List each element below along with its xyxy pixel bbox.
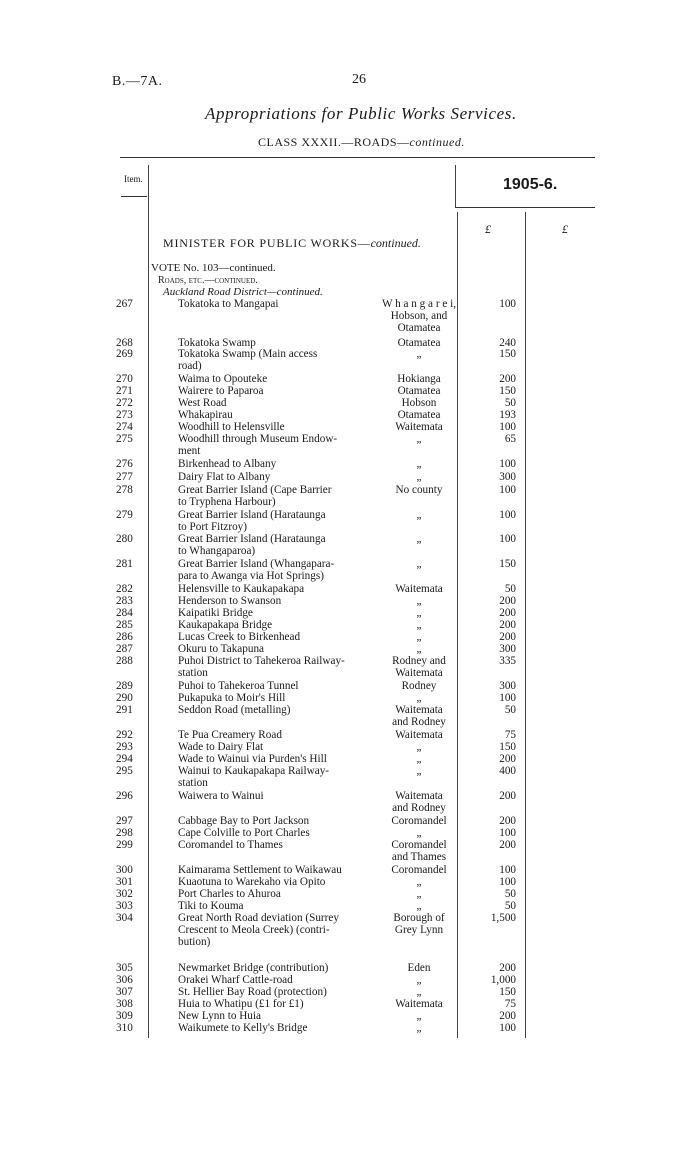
- item-number: 292: [116, 729, 133, 741]
- item-number: 281: [116, 558, 133, 570]
- item-description: Coromandel to Thames: [178, 839, 283, 851]
- item-amount: 100: [499, 692, 516, 704]
- item-description: Woodhill through Museum Endow- ment: [178, 433, 338, 457]
- item-description: Waima to Opouteke: [178, 373, 268, 385]
- item-amount: 200: [499, 790, 516, 802]
- item-number: 273: [116, 409, 133, 421]
- item-county: „: [416, 876, 422, 888]
- year-header: 1905-6.: [503, 176, 558, 193]
- item-county: Eden: [407, 962, 431, 974]
- item-number: 276: [116, 458, 133, 470]
- item-number: 289: [116, 680, 133, 692]
- class-heading-continued: continued.: [409, 135, 465, 149]
- item-county: „: [416, 619, 422, 631]
- item-amount: 50: [504, 583, 516, 595]
- item-description: Wainui to Kaukapakapa Railway- station: [178, 765, 330, 789]
- total-column-rule: [525, 212, 526, 1038]
- item-county: „: [416, 900, 422, 912]
- item-amount: 150: [499, 558, 516, 570]
- item-amount: 1,000: [490, 974, 516, 986]
- item-number: 282: [116, 583, 133, 595]
- item-description: Puhoi District to Tahekeroa Railway- station: [178, 655, 345, 679]
- class-heading-main: CLASS XXXII.—ROADS—: [258, 135, 410, 149]
- item-amount: 200: [499, 619, 516, 631]
- item-county: No county: [395, 484, 443, 496]
- item-description: Okuru to Takapuna: [178, 643, 265, 655]
- item-description: Great Barrier Island (Harataunga to Port Fitzroy): [178, 509, 326, 533]
- item-number: 294: [116, 753, 133, 765]
- item-amount: 65: [504, 433, 516, 445]
- item-amount: 200: [499, 595, 516, 607]
- item-number: 283: [116, 595, 133, 607]
- item-description: Great Barrier Island (Whangapara- para to Awanga via Hot Springs): [178, 558, 335, 582]
- item-description: Huia to Whatipu (£1 for £1): [178, 998, 304, 1010]
- item-county: „: [416, 1010, 422, 1022]
- item-county: Coromandel: [391, 864, 447, 876]
- item-number: 267: [116, 298, 133, 310]
- item-number: 290: [116, 692, 133, 704]
- item-county: „: [416, 509, 422, 521]
- vote-heading: VOTE No. 103—continued.: [151, 262, 276, 274]
- item-county: „: [416, 692, 422, 704]
- item-description: Seddon Road (metalling): [178, 704, 291, 716]
- item-amount: 150: [499, 986, 516, 998]
- item-number: 306: [116, 974, 133, 986]
- item-county: „: [416, 558, 422, 570]
- item-county: Waitemata: [395, 998, 443, 1010]
- item-county: „: [416, 348, 422, 360]
- page-title: Appropriations for Public Works Services.: [205, 104, 517, 123]
- page-number: 26: [352, 72, 366, 87]
- item-number: 269: [116, 348, 133, 360]
- item-county: „: [416, 765, 422, 777]
- item-amount: 200: [499, 373, 516, 385]
- item-amount: 200: [499, 815, 516, 827]
- item-amount: 75: [504, 998, 516, 1010]
- item-amount: 100: [499, 484, 516, 496]
- item-amount: 200: [499, 1010, 516, 1022]
- item-amount: 100: [499, 864, 516, 876]
- item-description: Te Pua Creamery Road: [178, 729, 282, 741]
- item-county: Otamatea: [397, 385, 441, 397]
- item-amount: 100: [499, 1022, 516, 1034]
- item-description: Tokatoka to Mangapai: [178, 298, 279, 310]
- minister-heading-continued: continued.: [370, 236, 421, 250]
- item-county: Waitemata and Rodney: [392, 704, 446, 728]
- item-description: Tiki to Kouma: [178, 900, 244, 912]
- item-description: Pukapuka to Moir's Hill: [178, 692, 286, 704]
- item-county: „: [416, 607, 422, 619]
- item-county: „: [416, 888, 422, 900]
- item-amount: 100: [499, 509, 516, 521]
- item-number: 310: [116, 1022, 133, 1034]
- item-county: „: [416, 433, 422, 445]
- item-description: Wade to Dairy Flat: [178, 741, 264, 753]
- item-amount: 150: [499, 741, 516, 753]
- item-amount: 100: [499, 458, 516, 470]
- item-county: W h a n g a r e i, Hobson, and Otamatea: [381, 298, 457, 334]
- item-amount: 100: [499, 827, 516, 839]
- item-number: 308: [116, 998, 133, 1010]
- item-number: 285: [116, 619, 133, 631]
- item-number: 279: [116, 509, 133, 521]
- item-number: 309: [116, 1010, 133, 1022]
- class-heading: [258, 135, 465, 150]
- item-description: Wade to Wainui via Purden's Hill: [178, 753, 327, 765]
- item-county: Hobson: [401, 397, 437, 409]
- item-county: Borough of Grey Lynn: [393, 912, 445, 936]
- item-description: Puhoi to Tahekeroa Tunnel: [178, 680, 299, 692]
- minister-heading-main: MINISTER FOR PUBLIC WORKS—: [163, 236, 371, 250]
- item-description: Kaipatiki Bridge: [178, 607, 253, 619]
- item-number: 278: [116, 484, 133, 496]
- roads-heading: Roads, etc.—continued.: [158, 275, 258, 286]
- minister-heading: [163, 236, 421, 251]
- item-description: Birkenhead to Albany: [178, 458, 277, 470]
- item-description: Kuaotuna to Warekaho via Opito: [178, 876, 326, 888]
- item-description: Cape Colville to Port Charles: [178, 827, 310, 839]
- item-number: 296: [116, 790, 133, 802]
- item-amount: 1,500: [490, 912, 516, 924]
- item-county: Waitemata: [395, 421, 443, 433]
- item-county: Coromandel and Thames: [391, 839, 447, 863]
- item-amount: 300: [499, 680, 516, 692]
- item-description: Whakapirau: [178, 409, 233, 421]
- item-amount: 50: [504, 900, 516, 912]
- item-amount: 150: [499, 385, 516, 397]
- item-county: Rodney: [401, 680, 437, 692]
- item-description: Newmarket Bridge (contribution): [178, 962, 329, 974]
- item-county: „: [416, 974, 422, 986]
- item-number: 288: [116, 655, 133, 667]
- item-amount: 75: [504, 729, 516, 741]
- item-county: Waitemata: [395, 583, 443, 595]
- item-county: „: [416, 458, 422, 470]
- header-top-rule: [120, 157, 595, 158]
- item-number: 303: [116, 900, 133, 912]
- item-county: Waitemata and Rodney: [392, 790, 446, 814]
- item-county: „: [416, 753, 422, 765]
- item-amount: 100: [499, 421, 516, 433]
- item-county: „: [416, 827, 422, 839]
- document-reference: B.—7A.: [112, 74, 163, 89]
- item-county: „: [416, 471, 422, 483]
- item-description: Orakei Wharf Cattle-road: [178, 974, 293, 986]
- item-amount: 200: [499, 607, 516, 619]
- item-description: St. Hellier Bay Road (protection): [178, 986, 327, 998]
- item-number: 274: [116, 421, 133, 433]
- item-number: 275: [116, 433, 133, 445]
- item-amount: 200: [499, 753, 516, 765]
- item-amount: 400: [499, 765, 516, 777]
- item-county: Hokianga: [397, 373, 441, 385]
- item-county: Coromandel: [391, 815, 447, 827]
- item-amount: 100: [499, 876, 516, 888]
- item-description: Great Barrier Island (Harataunga to Whangaparoa): [178, 533, 326, 557]
- item-amount: 200: [499, 631, 516, 643]
- item-number: 284: [116, 607, 133, 619]
- item-description: Kaukapakapa Bridge: [178, 619, 273, 631]
- item-description: Helensville to Kaukapakapa: [178, 583, 305, 595]
- item-amount: 200: [499, 839, 516, 851]
- item-number: 297: [116, 815, 133, 827]
- item-underline: [121, 196, 147, 197]
- item-number: 287: [116, 643, 133, 655]
- item-county: Rodney and Waitemata: [392, 655, 446, 679]
- item-amount: 240: [499, 337, 516, 349]
- item-county: „: [416, 533, 422, 545]
- item-number: 305: [116, 962, 133, 974]
- item-number: 298: [116, 827, 133, 839]
- item-description: Tokatoka Swamp (Main access road): [178, 348, 318, 372]
- item-description: Lucas Creek to Birkenhead: [178, 631, 301, 643]
- item-number: 304: [116, 912, 133, 924]
- district-heading: Auckland Road District—continued.: [163, 286, 323, 298]
- item-amount: 300: [499, 643, 516, 655]
- item-amount: 193: [499, 409, 516, 421]
- item-description: Wairere to Paparoa: [178, 385, 264, 397]
- item-description: Tokatoka Swamp: [178, 337, 256, 349]
- item-number: 301: [116, 876, 133, 888]
- item-county: „: [416, 643, 422, 655]
- item-amount: 335: [499, 655, 516, 667]
- item-county: „: [416, 741, 422, 753]
- item-number: 270: [116, 373, 133, 385]
- item-description: Port Charles to Ahuroa: [178, 888, 281, 900]
- item-county: „: [416, 631, 422, 643]
- item-number: 291: [116, 704, 133, 716]
- item-number: 268: [116, 337, 133, 349]
- item-description: Cabbage Bay to Port Jackson: [178, 815, 310, 827]
- pound-sign-total: £: [562, 222, 568, 236]
- item-number: 271: [116, 385, 133, 397]
- pound-sign-amount: £: [485, 222, 491, 236]
- item-description: Great Barrier Island (Cape Barrier to Tryphena Harbour): [178, 484, 332, 508]
- item-number: 302: [116, 888, 133, 900]
- item-number: 286: [116, 631, 133, 643]
- item-county: Otamatea: [397, 337, 441, 349]
- item-amount: 200: [499, 962, 516, 974]
- item-number: 277: [116, 471, 133, 483]
- item-amount: 300: [499, 471, 516, 483]
- item-description: Waiwera to Wainui: [178, 790, 264, 802]
- item-amount: 50: [504, 888, 516, 900]
- item-description: Woodhill to Helensville: [178, 421, 285, 433]
- item-number: 299: [116, 839, 133, 851]
- year-column-rule: [455, 165, 456, 207]
- item-amount: 100: [499, 298, 516, 310]
- item-amount: 50: [504, 397, 516, 409]
- item-number: 293: [116, 741, 133, 753]
- item-number: 295: [116, 765, 133, 777]
- item-number: 307: [116, 986, 133, 998]
- item-county: Otamatea: [397, 409, 441, 421]
- item-amount: 150: [499, 348, 516, 360]
- item-county: „: [416, 1022, 422, 1034]
- item-county: Waitemata: [395, 729, 443, 741]
- item-description: Kaimarama Settlement to Waikawau: [178, 864, 342, 876]
- item-amount: 50: [504, 704, 516, 716]
- item-county: „: [416, 595, 422, 607]
- item-number: 272: [116, 397, 133, 409]
- item-amount: 100: [499, 533, 516, 545]
- year-underline: [455, 207, 595, 208]
- item-number: 280: [116, 533, 133, 545]
- item-description: Great North Road deviation (Surrey Crescent to Meola Creek) (contri- bution): [178, 912, 339, 948]
- item-number: 300: [116, 864, 133, 876]
- item-column-header: Item.: [124, 174, 143, 184]
- item-description: Dairy Flat to Albany: [178, 471, 271, 483]
- item-description: New Lynn to Huia: [178, 1010, 261, 1022]
- item-description: West Road: [178, 397, 227, 409]
- item-county: „: [416, 986, 422, 998]
- item-description: Waikumete to Kelly's Bridge: [178, 1022, 308, 1034]
- item-description: Henderson to Swanson: [178, 595, 282, 607]
